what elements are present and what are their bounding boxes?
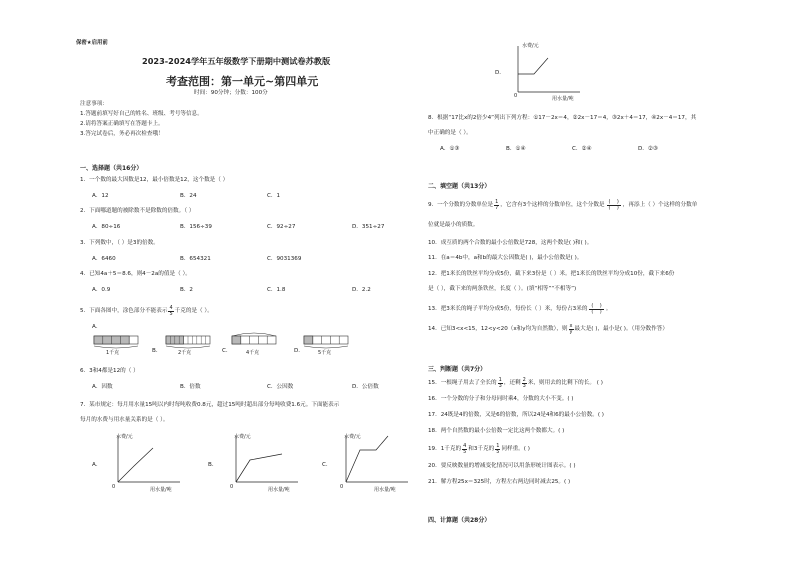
question-15 [428, 378, 603, 389]
question-19-text-a: 19．1千克的 [428, 446, 462, 452]
question-8: 8．根据“17比x的2倍少4”列出下列方程：①17－2x＝4，②2x－17＝4，③2x＋4＝17，④2x－4＝17，其 [428, 115, 697, 121]
graph-ylabel: 水费/元 [116, 434, 133, 440]
graph-xlabel: 用水量/吨 [268, 487, 290, 493]
section-heading-judge: 三、判断题（共7分） [428, 366, 487, 373]
graph-xlabel: 用水量/吨 [374, 487, 396, 493]
option-letter: D． [294, 348, 304, 354]
question-9-text-c: ，再添上（ ）个这样的分数单 [622, 202, 698, 208]
blank-fraction[interactable]: ( ) ( ) [591, 303, 602, 315]
fraction-denominator: 5 [169, 311, 173, 317]
option: C．②④ [572, 146, 592, 152]
notice-item: 1.答题前填写好自己的姓名、班级、考号等信息。 [80, 111, 203, 117]
question-20: 20．要反映数量的增减变化情况可以用条形统计图表示。( ) [428, 463, 576, 469]
graph-origin: 0 [112, 484, 116, 490]
option: B．倍数 [180, 384, 201, 390]
fraction-denominator: 5 [496, 449, 500, 455]
question-5-text-b: 千克的是（ ）。 [174, 308, 213, 314]
fraction-denominator: 3 [522, 383, 526, 389]
question-9-text-a: 9．一个分数的分数单位是 [428, 202, 494, 208]
option: C．1 [267, 193, 281, 199]
question-5 [80, 306, 213, 317]
question-9-text-b: ，它含有3个这样的分数单位，这个分数是 [500, 202, 605, 208]
question-18: 18．两个自然数的最小公倍数一定比这两个数都大。( ) [428, 428, 565, 434]
question-3: 3．下列数中，（ ）是3的倍数。 [80, 240, 159, 246]
figure-label: 5千克 [318, 350, 332, 356]
question-12: 12．把1米长的铁丝平均分成5份，截下来3份是（ ）米。把1米长的铁丝平均分成10份，截下来6份 [428, 271, 675, 277]
fraction [522, 378, 527, 389]
question-2: 2．下面哪道题的被除数不是除数的倍数。（ ） [80, 208, 195, 214]
fraction-denominator: y [569, 329, 573, 335]
fraction-numerator: 1 [496, 443, 500, 449]
fraction-denominator: 7 [495, 205, 499, 211]
graph-origin: 0 [230, 484, 234, 490]
fraction-numerator: 2 [522, 377, 526, 383]
fraction-numerator: 4 [463, 443, 467, 449]
question-16: 16．一个分数的分子和分母同时乘4，分数的大小不变。( ) [428, 396, 574, 402]
fraction-numerator: x [569, 323, 573, 329]
graph-ylabel: 水费/元 [522, 43, 539, 49]
question-7: 7．某市规定：每月用水量15吨以内时每吨收费0.8元，超过15吨时超出部分每吨收费1.6元。下面能表示 [80, 402, 340, 408]
option: C．1.8 [267, 287, 286, 293]
question-15-text-b: ，还剩 [503, 380, 521, 386]
fraction [462, 444, 467, 455]
question-21: 21．解方程25x＝325时，方程左右两边同时减去25。( ) [428, 479, 571, 485]
figure-label: 4千克 [246, 350, 260, 356]
fraction [494, 200, 499, 211]
option: B．24 [180, 193, 197, 199]
option: A．0.9 [92, 287, 111, 293]
notice-item: 3.答完试卷后，务必再次检查哦！ [80, 131, 164, 137]
fraction [168, 306, 173, 317]
option-letter: A． [92, 324, 102, 330]
option: C．公因数 [267, 384, 294, 390]
question-13-text-a: 13．把3米长的绳子平均分成5份，每份长（ ）米，每份占3米的 [428, 306, 588, 312]
graph-d [508, 40, 583, 102]
graph-ylabel: 水费/元 [234, 434, 251, 440]
option-letter: B． [208, 462, 218, 468]
fraction-denominator: 5 [463, 449, 467, 455]
exam-time: 时间：90分钟；分数：100分 [194, 90, 268, 96]
question-8-line2: 中正确的是（ ）。 [428, 130, 472, 136]
question-9 [428, 200, 697, 211]
figure-d [304, 336, 348, 348]
question-19-text-c: 同样重。( ) [501, 446, 530, 452]
section-heading-calc: 四、计算题（共28分） [428, 517, 491, 524]
exam-scope: 考查范围：第一单元~第四单元 [166, 75, 319, 88]
option: B．①④ [506, 146, 526, 152]
option: D．351÷27 [352, 224, 385, 230]
option: B．2 [180, 287, 193, 293]
option-letter: D． [495, 70, 505, 76]
question-17: 17．24既是4的倍数，又是6的倍数，所以24是4和6的最小公倍数。( ) [428, 412, 604, 418]
graph-xlabel: 用水量/吨 [552, 96, 574, 102]
figure-b [166, 336, 210, 348]
question-19 [428, 444, 530, 455]
exam-title: 2023-2024学年五年级数学下册期中测试卷苏教版 [142, 56, 331, 66]
figure-label: 2千克 [178, 350, 192, 356]
graph-ylabel: 水费/元 [344, 434, 361, 440]
option: C．92÷27 [267, 224, 296, 230]
question-15-text-c: 米，则用去的比剩下的长。 ( ) [527, 380, 603, 386]
secret-label: 保密★启用前 [76, 40, 108, 46]
notice-heading: 注意事项： [80, 101, 108, 107]
question-14-text-b: 最大是( )，最小是( )。（用分数作答） [574, 326, 668, 332]
fraction [495, 444, 500, 455]
question-7-line2: 每月的水费与用水量关系的是（ ）。 [80, 417, 169, 423]
question-14-text-a: 14．已知3<x<15，12<y<20（x和y均为自然数），则 [428, 326, 568, 332]
option-letter: B． [152, 348, 162, 354]
option: D．公倍数 [352, 384, 379, 390]
option: B．156÷39 [180, 224, 212, 230]
option: D．②③ [638, 146, 658, 152]
question-14 [428, 324, 668, 335]
question-12-line2: 是（ ），截下来的两条铁丝，长度（ ）。(填“相等”“不相等”) [428, 286, 577, 292]
graph-origin: 0 [514, 93, 518, 99]
option: A．12 [92, 193, 109, 199]
question-10: 10．成互质的两个合数的最小公倍数是728，这两个数是( )和( )。 [428, 240, 593, 246]
blank-fraction[interactable]: ( ) ( ) [608, 199, 619, 211]
option: B．654321 [180, 256, 211, 262]
option: A．因数 [92, 384, 113, 390]
option: A．80÷16 [92, 224, 121, 230]
question-1: 1．一个数的最大因数是12，最小倍数是12，这个数是（ ） [80, 177, 229, 183]
fraction [498, 378, 503, 389]
question-19-text-b: 和3千克的 [468, 446, 495, 452]
option-letter: C． [322, 462, 332, 468]
notice-item: 2.请将答案正确填写在答题卡上。 [80, 121, 164, 127]
question-11: 11．在a＝4b中，a和b的最大公因数是( )，最小公倍数是( )。 [428, 255, 583, 261]
question-6: 6．3和4都是12的（ ） [80, 368, 139, 374]
fraction-numerator: 4 [169, 305, 173, 311]
option: A．6460 [92, 256, 116, 262]
question-4: 4．已知4a＋5＝8.6，则4－2a的值是（ ）。 [80, 271, 191, 277]
question-13 [428, 304, 611, 315]
option-letter: C． [222, 348, 232, 354]
fraction-numerator: 1 [495, 199, 499, 205]
fraction-denominator: 3 [498, 383, 502, 389]
option: C．9031369 [267, 256, 302, 262]
fraction-numerator: 1 [498, 377, 502, 383]
question-15-text-a: 15．一根绳子用去了全长的 [428, 380, 497, 386]
graph-origin: 0 [340, 484, 344, 490]
question-13-text-b: 。 [605, 306, 612, 312]
fraction [569, 324, 574, 335]
figure-label: 1千克 [106, 350, 120, 356]
figure-c [232, 333, 276, 344]
question-5-text-a: 5．下面各图中，涂色部分不能表示 [80, 308, 168, 314]
option-letter: A． [92, 462, 102, 468]
option: A．①③ [440, 146, 460, 152]
graph-xlabel: 用水量/吨 [150, 487, 172, 493]
option: D．2.2 [352, 287, 371, 293]
section-heading-fill: 二、填空题（共13分） [428, 183, 491, 190]
question-9-line2: 位就是最小的质数。 [428, 222, 479, 228]
section-heading-choice: 一、选择题（共16分） [80, 165, 143, 172]
figure-a [94, 336, 138, 348]
